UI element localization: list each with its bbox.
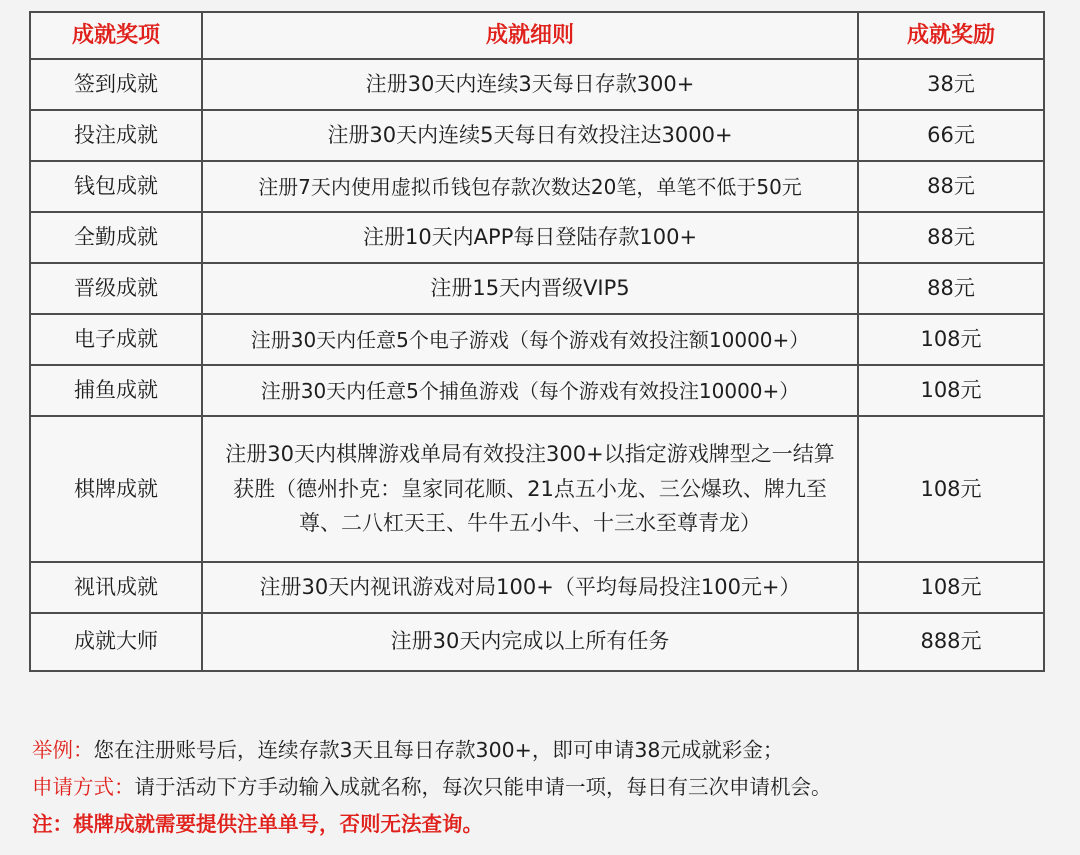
table-row (30, 314, 1044, 365)
table-row (30, 365, 1044, 416)
header-rule: 成就细则 (202, 12, 858, 59)
award-name: 棋牌成就 (30, 416, 202, 562)
award-reward: 88元 (858, 212, 1044, 263)
table-row (30, 613, 1044, 671)
table-row (30, 263, 1044, 314)
example-text: 您在注册账号后，连续存款3天且每日存款300+，即可申请38元成就彩金； (93, 738, 784, 762)
table-row (30, 59, 1044, 110)
award-rule: 注册7天内使用虚拟币钱包存款次数达20笔，单笔不低于50元 (202, 161, 858, 212)
award-reward: 888元 (858, 613, 1044, 671)
achievement-table (29, 11, 1045, 672)
apply-text: 请于活动下方手动输入成就名称，每次只能申请一项，每日有三次申请机会。 (134, 775, 832, 799)
example-label: 举例： (32, 738, 94, 762)
header-award: 成就奖项 (30, 12, 202, 59)
award-name: 捕鱼成就 (30, 365, 202, 416)
award-name: 电子成就 (30, 314, 202, 365)
award-reward: 108元 (858, 314, 1044, 365)
table-row (30, 212, 1044, 263)
notes-section (32, 732, 1062, 843)
table-row (30, 416, 1044, 562)
award-name: 投注成就 (30, 110, 202, 161)
award-name: 全勤成就 (30, 212, 202, 263)
apply-note (32, 769, 1062, 806)
apply-label: 申请方式： (32, 775, 135, 799)
header-reward: 成就奖励 (858, 12, 1044, 59)
award-reward: 108元 (858, 562, 1044, 613)
award-rule: 注册10天内APP每日登陆存款100+ (202, 212, 858, 263)
award-rule: 注册30天内棋牌游戏单局有效投注300+以指定游戏牌型之一结算获胜（德州扑克：皇家同花顺、21点五小龙、三公爆玖、牌九至尊、二八杠天王、牛牛五小牛、十三水至尊青龙） (202, 416, 858, 562)
award-name: 钱包成就 (30, 161, 202, 212)
award-name: 签到成就 (30, 59, 202, 110)
award-reward: 88元 (858, 263, 1044, 314)
example-note (32, 732, 1062, 769)
award-name: 成就大师 (30, 613, 202, 671)
award-rule: 注册30天内视讯游戏对局100+（平均每局投注100元+） (202, 562, 858, 613)
award-rule: 注册30天内连续5天每日有效投注达3000+ (202, 110, 858, 161)
award-reward: 38元 (858, 59, 1044, 110)
table-header-row (30, 12, 1044, 59)
award-rule: 注册15天内晋级VIP5 (202, 263, 858, 314)
award-rule: 注册30天内任意5个捕鱼游戏（每个游戏有效投注10000+） (202, 365, 858, 416)
award-rule: 注册30天内连续3天每日存款300+ (202, 59, 858, 110)
award-reward: 88元 (858, 161, 1044, 212)
award-reward: 66元 (858, 110, 1044, 161)
award-reward: 108元 (858, 416, 1044, 562)
award-name: 晋级成就 (30, 263, 202, 314)
warning-note: 注：棋牌成就需要提供注单单号，否则无法查询。 (32, 812, 483, 836)
table-row (30, 161, 1044, 212)
table-row (30, 110, 1044, 161)
table-row (30, 562, 1044, 613)
award-name: 视讯成就 (30, 562, 202, 613)
award-reward: 108元 (858, 365, 1044, 416)
award-rule: 注册30天内完成以上所有任务 (202, 613, 858, 671)
award-rule: 注册30天内任意5个电子游戏（每个游戏有效投注额10000+） (202, 314, 858, 365)
